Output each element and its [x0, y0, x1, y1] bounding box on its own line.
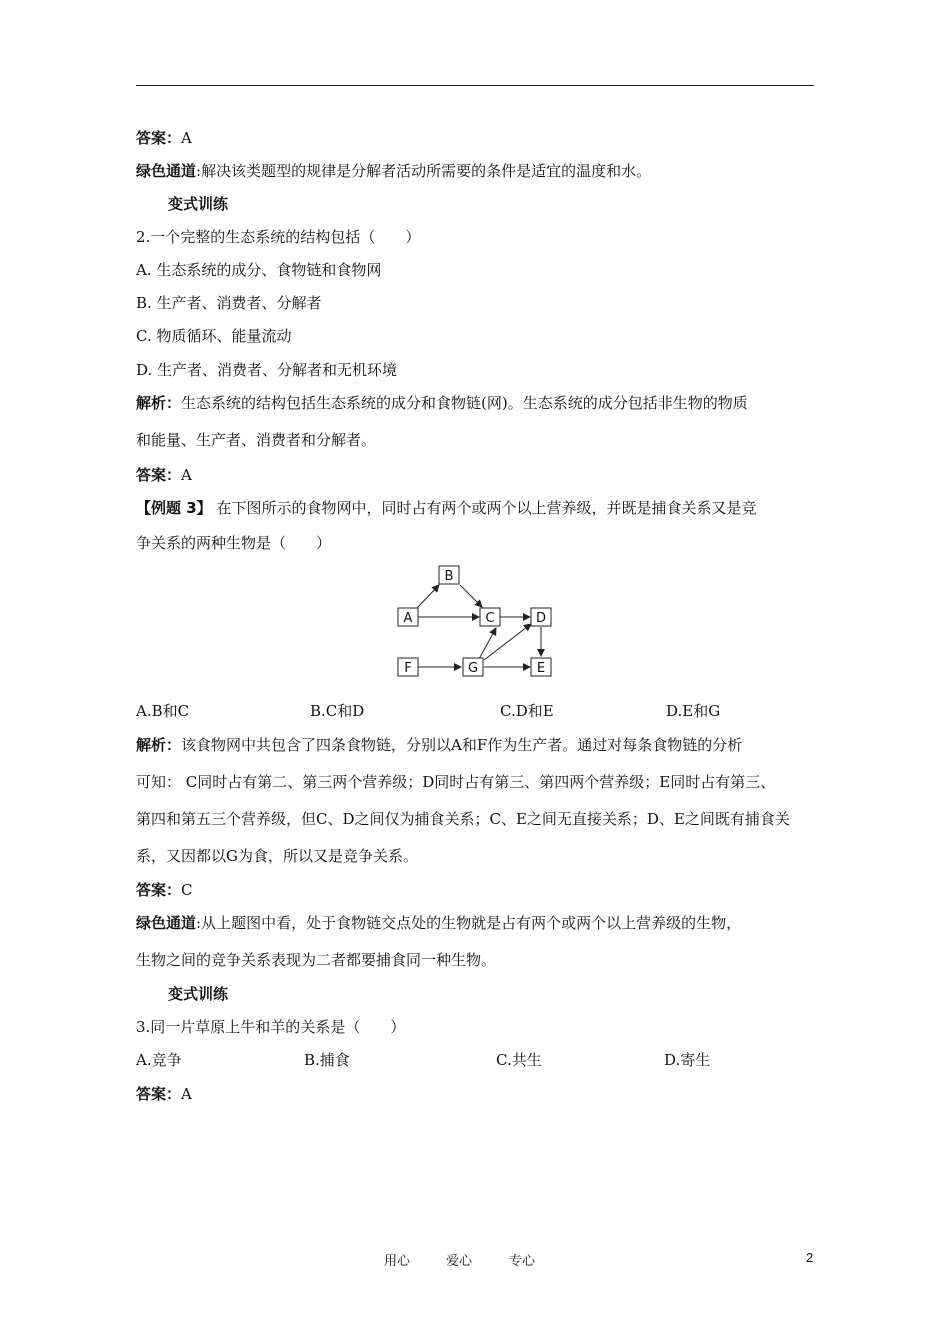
footer-motto-1: 用心: [384, 1254, 411, 1269]
practice1-question: 2.一个完整的生态系统的结构包括（ ）: [136, 228, 421, 246]
green-channel-text: :从上题图中看，处于食物链交点处的生物就是占有两个或两个以上营养级的生物，: [196, 914, 742, 932]
node-c: C: [485, 611, 495, 626]
analysis-text: 该食物网中共包含了四条食物链，分别以A和F作为生产者。通过对每条食物链的分析: [181, 736, 743, 754]
answer-label: 答案：: [136, 1085, 182, 1103]
node-f: F: [404, 661, 412, 676]
answer-value: A: [181, 1085, 192, 1103]
practice1-option-c: C. 物质循环、能量流动: [136, 327, 292, 345]
analysis-text: 生态系统的结构包括生态系统的成分和食物链(网)。生态系统的成分包括非生物的物质: [181, 394, 748, 412]
example3-answer: [136, 881, 193, 899]
example3-question: [136, 499, 756, 517]
example3-option-a: A.B和C: [136, 702, 190, 720]
edge-g-d: [484, 624, 531, 660]
node-e: E: [536, 661, 546, 676]
example3-option-c: C.D和E: [500, 702, 554, 720]
example3-green-channel: [136, 914, 741, 932]
practice2-option-a: A.竞争: [136, 1051, 182, 1069]
practice1-answer: [136, 466, 192, 484]
practice1-option-d: D. 生产者、消费者、分解者和无机环境: [136, 361, 398, 379]
practice1-option-b: B. 生产者、消费者、分解者: [136, 294, 322, 312]
example-text: 在下图所示的食物网中，同时占有两个或两个以上营养级，并既是捕食关系又是竞: [211, 499, 757, 517]
practice2-option-d: D.寄生: [664, 1051, 711, 1069]
example3-analysis-line4: 系，又因都以G为食，所以又是竞争关系。: [136, 847, 418, 865]
practice2-option-c: C.共生: [496, 1051, 542, 1069]
analysis-label: 解析：: [136, 736, 182, 754]
practice1-analysis-cont: 和能量、生产者、消费者和分解者。: [136, 431, 377, 449]
practice1-option-a: A. 生态系统的成分、食物链和食物网: [136, 261, 382, 279]
node-d: D: [535, 611, 547, 626]
example-label: 【例题 3】: [136, 499, 212, 517]
example3-green-channel-cont: 生物之间的竞争关系表现为二者都要捕食同一种生物。: [136, 951, 497, 969]
answer-value: A: [181, 129, 192, 147]
practice1-analysis: [136, 394, 748, 412]
green-channel-label: 绿色通道: [136, 162, 197, 180]
answer-label: 答案：: [136, 129, 182, 147]
q1-answer: [136, 129, 192, 147]
answer-label: 答案：: [136, 466, 182, 484]
practice-heading: 变式训练: [168, 985, 229, 1003]
practice2-question: 3.同一片草原上牛和羊的关系是（ ）: [136, 1018, 406, 1036]
practice2-option-b: B.捕食: [304, 1051, 350, 1069]
node-g: G: [467, 661, 479, 676]
edge-a-b: [417, 585, 439, 608]
analysis-label: 解析：: [136, 394, 182, 412]
example3-analysis-line3: 第四和第五三个营养级，但C、D之间仅为捕食关系；C、E之间无直接关系；D、E之间既有捕食关: [136, 810, 790, 828]
practice2-answer: [136, 1085, 192, 1103]
edge-b-c: [460, 585, 482, 607]
node-b: B: [444, 569, 454, 584]
q1-green-channel: [136, 162, 651, 180]
green-channel-text: :解决该类题型的规律是分解者活动所需要的条件是适宜的温度和水。: [196, 162, 652, 180]
answer-value: C: [181, 881, 193, 899]
footer-motto-3: 专心: [509, 1254, 536, 1269]
example3-option-d: D.E和G: [666, 702, 721, 720]
example3-analysis-line2: 可知： C同时占有第二、第三两个营养级；D同时占有第三、第四两个营养级；E同时占有第三、: [136, 773, 776, 791]
green-channel-label: 绿色通道: [136, 914, 197, 932]
practice-heading: 变式训练: [168, 195, 229, 213]
answer-value: A: [181, 466, 192, 484]
example3-question-cont: 争关系的两种生物是（ ）: [136, 534, 332, 552]
answer-label: 答案：: [136, 881, 182, 899]
edge-g-c: [479, 628, 496, 659]
node-a: A: [403, 611, 413, 626]
footer-motto-2: 爱心: [446, 1254, 473, 1269]
header-rule: [136, 85, 814, 86]
page-number: 2: [806, 1250, 814, 1265]
food-web-diagram: [380, 560, 580, 685]
example3-option-b: B.C和D: [310, 702, 365, 720]
example3-analysis: [136, 736, 742, 754]
